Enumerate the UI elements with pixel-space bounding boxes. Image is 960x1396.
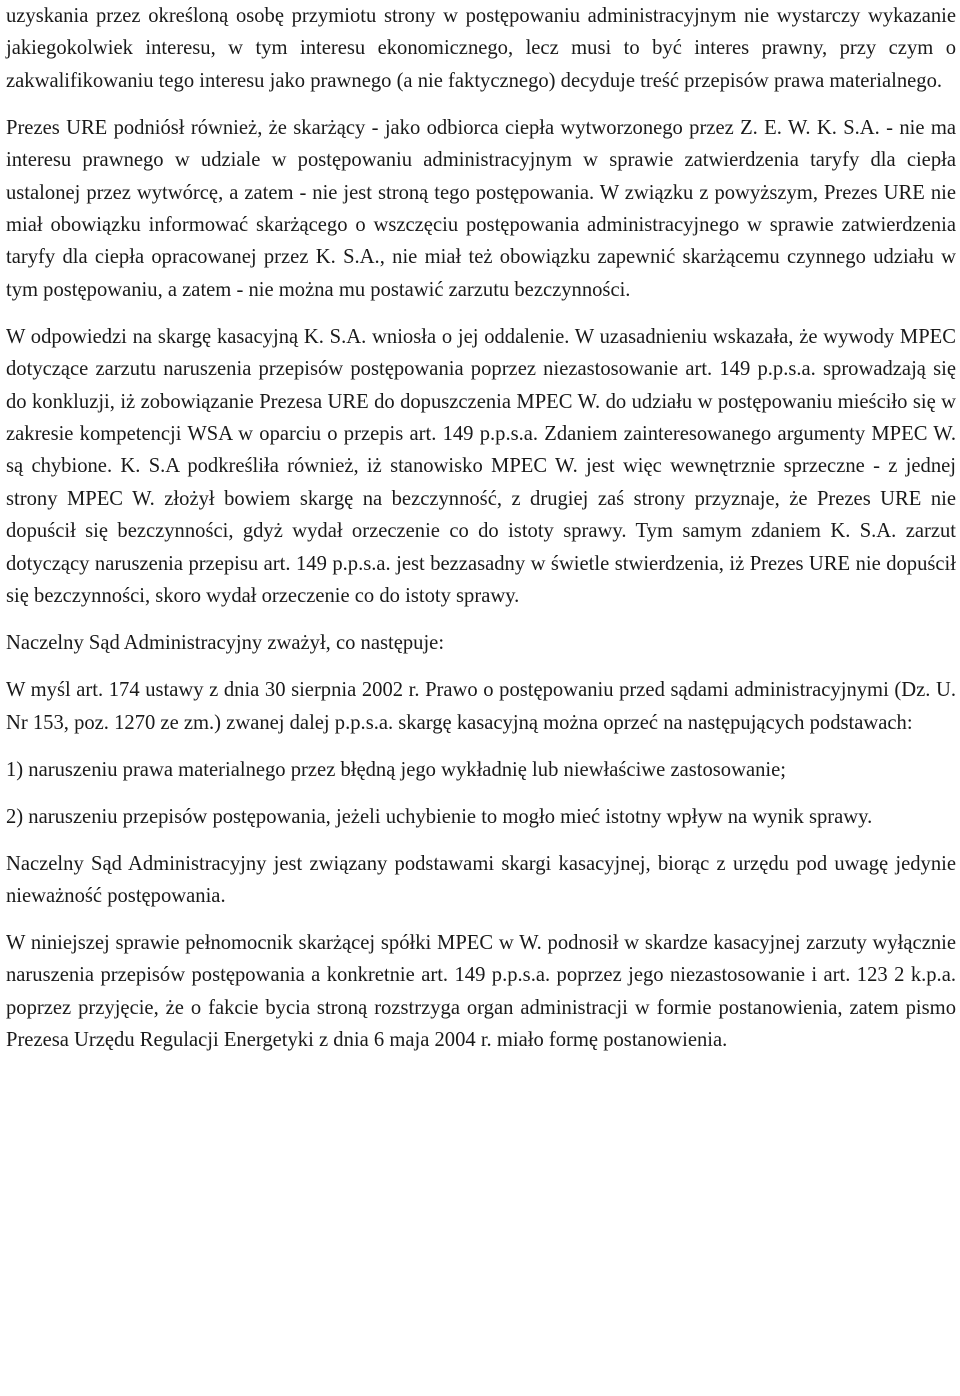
- paragraph-interest-requirement: uzyskania przez określoną osobę przymiotu strony w postępowaniu administracyjnym nie wystarczy wykazanie jakiegokolwiek interesu, w tym interesu ekonomicznego, lecz musi to być interes prawny, przy czym o zakwalifikowaniu tego interesu jako prawnego (a nie faktycznego) decyduje treść przepisów prawa materialnego.: [6, 5, 956, 92]
- paragraph-court-considered: Naczelny Sąd Administracyjny zważył, co następuje:: [6, 632, 445, 655]
- document-page: [6, 0, 956, 1057]
- paragraph-cassation-response: W odpowiedzi na skargę kasacyjną K. S.A. wniosła o jej oddalenie. W uzasadnieniu wskazała, że wywody MPEC dotyczące zarzutu naruszenia przepisów postępowania poprzez niezastosowanie art. 149 p.p.s.a. sprowadzają się do konkluzji, iż zobowiązanie Prezesa URE do dopuszczenia MPEC W. do udziału w postępowaniu mieściło się w zakresie kompetencji WSA w oparciu o przepis art. 149 p.p.s.a. Zdaniem zainteresowanego argumenty MPEC W. są chybione. K. S.A podkreśliła również, iż stanowisko MPEC W. jest więc wewnętrznie sprzeczne - z jednej strony MPEC W. złożył bowiem skargę na bezczynność, z drugiej zaś strony przyznaje, że Prezes URE nie dopuścił się bezczynności, gdyż wydał orzeczenie co do istoty sprawy. Tym samym zdaniem K. S.A. zarzut dotyczący naruszenia przepisu art. 149 p.p.s.a. jest bezzasadny w świetle stwierdzenia, iż Prezes URE nie dopuścił się bezczynności, skoro wydał orzeczenie co do istoty sprawy.: [6, 325, 956, 608]
- paragraph-point-2: 2) naruszeniu przepisów postępowania, jeżeli uchybienie to mogło mieć istotny wpływ na wynik sprawy.: [6, 805, 873, 828]
- paragraph-ure-position: Prezes URE podniósł również, że skarżący - jako odbiorca ciepła wytworzonego przez Z. E. W. K. S.A. - nie ma interesu prawnego w udziale w postępowaniu administracyjnym w sprawie zatwierdzenia taryfy dla ciepła ustalonej przez wytwórcę, a zatem - nie jest stroną tego postępowania. W związku z powyższym, Prezes URE nie miał obowiązku informować skarżącego o wszczęciu postępowania administracyjnego w sprawie zatwierdzenia taryfy dla ciepła opracowanej przez K. S.A., nie miał też obowiązku zapewnić skarżącemu czynnego udziału w tym postępowaniu, a zatem - nie można mu postawić zarzutu bezczynności.: [6, 116, 956, 301]
- paragraph-present-case: W niniejszej sprawie pełnomocnik skarżącej spółki MPEC w W. podnosił w skardze kasacyjnej zarzuty wyłącznie naruszenia przepisów postępowania a konkretnie art. 149 p.p.s.a. poprzez jego niezastosowanie i art. 123 2 k.p.a. poprzez przyjęcie, że o fakcie bycia stroną rozstrzyga organ administracji w formie postanowienia, zatem pismo Prezesa Urzędu Regulacji Energetyki z dnia 6 maja 2004 r. miało formę postanowienia.: [6, 931, 956, 1052]
- paragraph-court-bound: Naczelny Sąd Administracyjny jest związany podstawami skargi kasacyjnej, biorąc z urzędu pod uwagę jedynie nieważność postępowania.: [6, 852, 956, 907]
- paragraph-point-1: 1) naruszeniu prawa materialnego przez błędną jego wykładnię lub niewłaściwe zastosowanie;: [6, 758, 786, 781]
- paragraph-art-174: W myśl art. 174 ustawy z dnia 30 sierpnia 2002 r. Prawo o postępowaniu przed sądami administracyjnymi (Dz. U. Nr 153, poz. 1270 ze zm.) zwanej dalej p.p.s.a. skargę kasacyjną można oprzeć na następujących podstawach:: [6, 679, 956, 734]
